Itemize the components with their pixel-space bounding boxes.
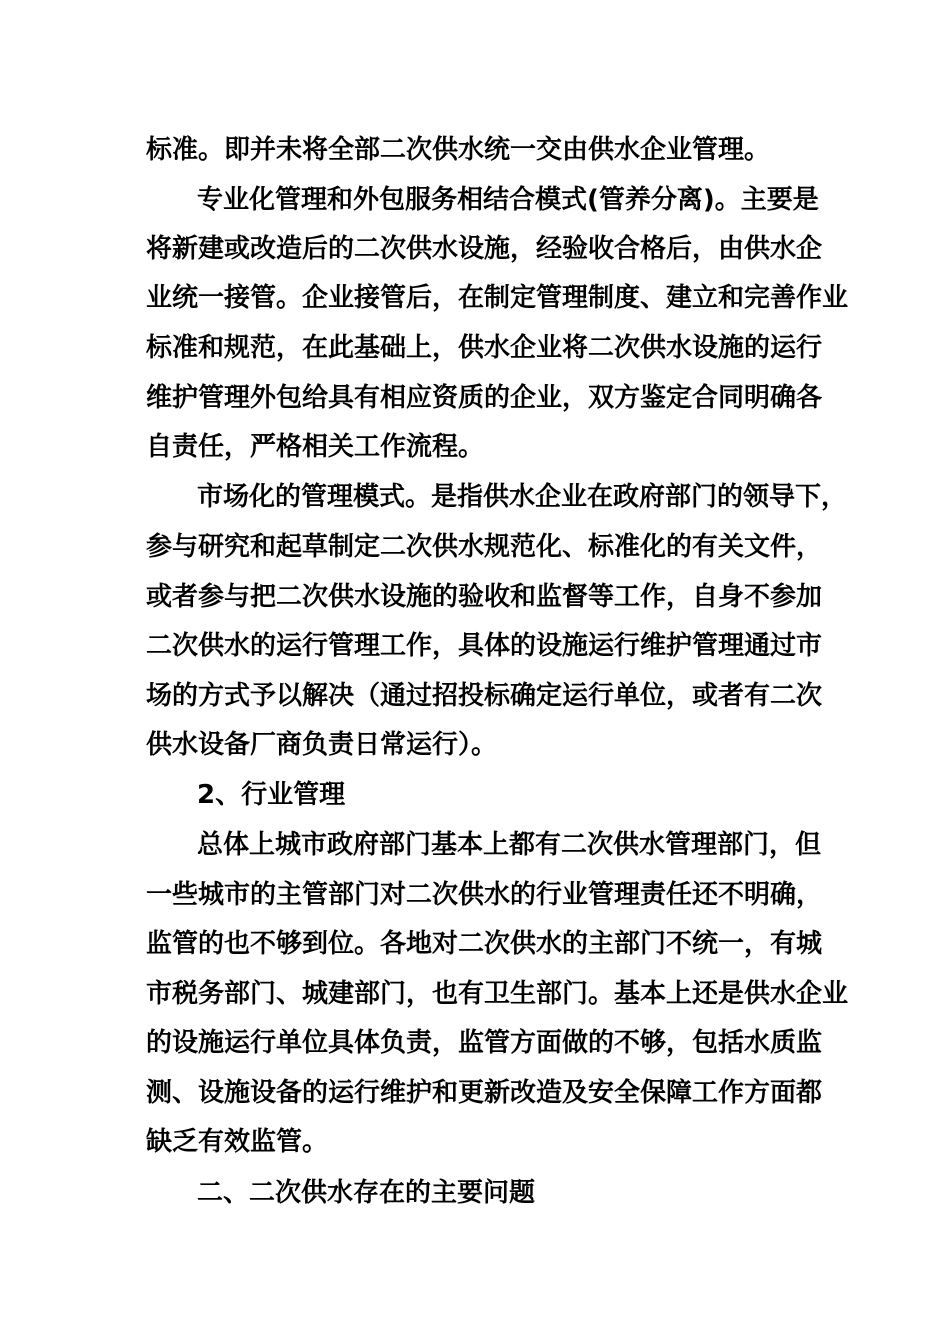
text-line: 标准和规范，在此基础上，供水企业将二次供水设施的运行 — [146, 333, 823, 363]
text-line: 一些城市的主管部门对二次供水的行业管理责任还不明确， — [146, 880, 823, 910]
paragraph-start-line: 专业化管理和外包服务相结合模式(管养分离)。主要是 — [197, 185, 819, 215]
text-line: 测、设施设备的运行维护和更新改造及安全保障工作方面都 — [146, 1078, 823, 1108]
text-line: 的设施运行单位具体负责，监管方面做的不够，包括水质监 — [146, 1028, 823, 1058]
section-heading: 2、行业管理 — [197, 780, 346, 810]
text-line: 自责任，严格相关工作流程。 — [146, 432, 485, 462]
text-line: 供水设备厂商负责日常运行）。 — [146, 730, 498, 760]
paragraph-start-line: 市场化的管理模式。是指供水企业在政府部门的领导下， — [197, 482, 848, 512]
text-line: 维护管理外包给具有相应资质的企业，双方鉴定合同明确各 — [146, 383, 823, 413]
text-line: 二次供水的运行管理工作，具体的设施运行维护管理通过市 — [146, 631, 823, 661]
text-line: 或者参与把二次供水设施的验收和监督等工作，自身不参加 — [146, 582, 823, 612]
text-line: 标准。即并未将全部二次供水统一交由供水企业管理。 — [146, 135, 771, 165]
paragraph-start-line: 总体上城市政府部门基本上都有二次供水管理部门，但 — [197, 830, 822, 860]
text-line: 场的方式予以解决（通过招投标确定运行单位，或者有二次 — [146, 681, 823, 711]
text-line: 市税务部门、城建部门，也有卫生部门。基本上还是供水企业 — [146, 979, 849, 1009]
text-line: 业统一接管。企业接管后，在制定管理制度、建立和完善作业 — [146, 283, 849, 313]
section-heading: 二、二次供水存在的主要问题 — [197, 1178, 536, 1208]
text-line: 参与研究和起草制定二次供水规范化、标准化的有关文件， — [146, 532, 823, 562]
text-line: 监管的也不够到位。各地对二次供水的主部门不统一，有城 — [146, 929, 823, 959]
text-line: 将新建或改造后的二次供水设施，经验收合格后，由供水企 — [146, 234, 823, 264]
text-line: 缺乏有效监管。 — [146, 1127, 329, 1157]
